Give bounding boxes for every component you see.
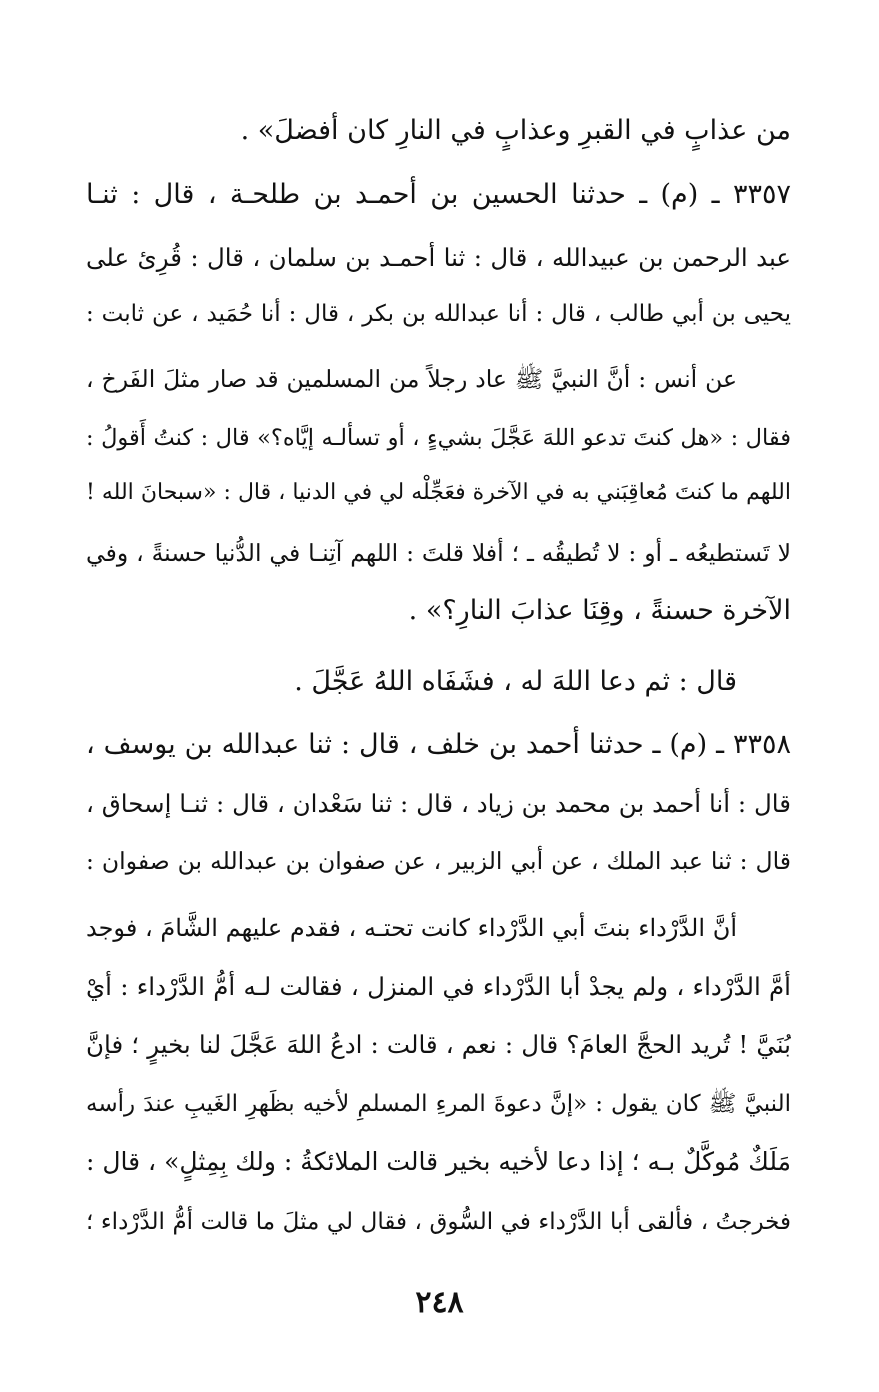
text-line: لا تَستطيعُه ـ أو : لا تُطيقُه ـ ؛ أفلا قلتَ : اللهم آتِنـا في الدُّنيا حسنةً ، وفي [86,539,791,567]
text-line: قال : ثم دعا اللهَ له ، فشَفَاه اللهُ عَجَّلَ . [294,666,737,697]
text-line: عن أنس : أنَّ النبيَّ ﷺ عاد رجلاً من المسلمين قد صار مثلَ الفَرخ ، [86,365,737,393]
text-line: اللهم ما كنتَ مُعاقِبَني به في الآخرة فعَجِّلْه لي في الدنيا ، قال : «سبحانَ الله ! [86,480,791,505]
text-line: من عذابٍ في القبرِ وعذابٍ في النارِ كان أفضلَ» . [240,115,791,146]
text-line: قال : ثنا عبد الملك ، عن أبي الزبير ، عن صفوان بن عبدالله بن صفوان : [86,847,791,875]
page-number: ٢٤٨ [415,1285,464,1320]
text-line: النبيَّ ﷺ كان يقول : «إنَّ دعوةَ المرءِ المسلمِ لأخيه بظَهرِ الغَيبِ عندَ رأسه [86,1091,791,1117]
text-line: أنَّ الدَّرْداء بنتَ أبي الدَّرْداء كانت تحتـه ، فقدم عليهم الشَّامَ ، فوجد [86,914,737,942]
text-line: مَلَكٌ مُوكَّلٌ بـه ؛ إذا دعا لأخيه بخير قالت الملائكةُ : ولك بِمِثلٍ» ، قال : [86,1147,791,1176]
hadith-3357-header-line: ٣٣٥٧ ـ (م) ـ حدثنا الحسين بن أحمـد بن طلحـة ، قال : ثنـا [86,179,791,210]
text-line: عبد الرحمن بن عبيدالله ، قال : ثنا أحمـد بن سلمان ، قال : قُرِئ على [86,243,791,272]
text-line: أمَّ الدَّرْداء ، ولم يجدْ أبا الدَّرْداء في المنزل ، فقالت لـه أمُّ الدَّرْداء : أيْ [86,972,791,1001]
text-line: فخرجتُ ، فألقى أبا الدَّرْداء في السُّوق ، فقال لي مثلَ ما قالت أمُّ الدَّرْداء ؛ [86,1209,791,1235]
text-line: يحيى بن أبي طالب ، قال : أنا عبدالله بن بكر ، قال : أنا حُمَيد ، عن ثابت : [86,301,791,327]
text-line: الآخرة حسنةً ، وقِنَا عذابَ النارِ؟» . [408,595,791,626]
text-line: بُنَيَّ ! تُريد الحجَّ العامَ؟ قال : نعم ، قالت : ادعُ اللهَ عَجَّلَ لنا بخيرٍ ؛ فإنَّ [86,1030,791,1059]
text-line: قال : أنا أحمد بن محمد بن زياد ، قال : ثنا سَعْدان ، قال : ثنـا إسحاق ، [86,789,791,818]
hadith-3358-header-line: ٣٣٥٨ ـ (م) ـ حدثنا أحمد بن خلف ، قال : ثنا عبدالله بن يوسف ، [86,729,791,760]
text-line: فقال : «هل كنتَ تدعو اللهَ عَجَّلَ بشيءٍ ، أو تسألـه إيَّاه؟» قال : كنتُ أَقولُ : [86,425,791,451]
